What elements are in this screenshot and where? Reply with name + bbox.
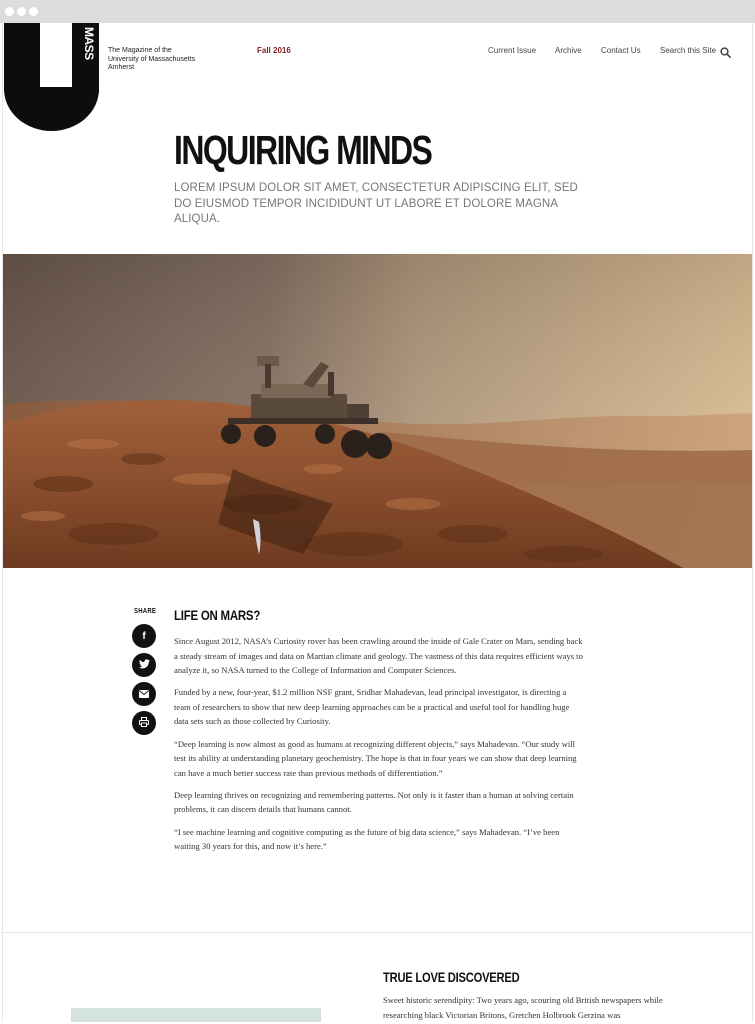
print-icon bbox=[139, 714, 149, 732]
section-divider bbox=[3, 932, 753, 933]
article-paragraph: Deep learning thrives on recognizing and remembering patterns. Not only is it faster than a human at solving certain problems, it can discern details that humans cannot. bbox=[174, 789, 574, 815]
teaser-image[interactable] bbox=[71, 1008, 321, 1022]
nav-archive[interactable]: Archive bbox=[555, 46, 582, 55]
article-paragraph: “Deep learning is now almost as good as humans at recognizing different objects,” says Mahadevan. “Our study will test its ability at understanding planetary geochemistry. The hope is that in four years we can show that deep learning can have a much better success rate than previous methods of differentiation.” bbox=[174, 738, 577, 778]
page-subhead: LOREM IPSUM DOLOR SIT AMET, CONSECTETUR ADIPISCING ELIT, SED DO EIUSMOD TEMPOR INCIDIDUNT UT LABORE ET DOLORE MAGNA ALIQUA. bbox=[174, 182, 578, 225]
hero-image-mars-rover bbox=[3, 254, 753, 568]
facebook-icon: f bbox=[142, 630, 146, 642]
logo-text: MASS bbox=[82, 27, 96, 60]
issue-link[interactable]: Fall 2016 bbox=[257, 46, 291, 55]
window-dot-3[interactable] bbox=[29, 7, 38, 16]
magazine-tagline bbox=[108, 47, 218, 73]
window-dot-1[interactable] bbox=[5, 7, 14, 16]
umass-logo[interactable] bbox=[4, 23, 99, 131]
print-share-button[interactable] bbox=[132, 711, 156, 735]
teaser-body: Sweet historic serendipity: Two years ago, scouring old British newspapers while researching black Victorian Britons, Gretchen Holbrook Gerzina was bbox=[383, 995, 663, 1020]
share-label: SHARE bbox=[134, 608, 157, 615]
email-icon bbox=[139, 685, 149, 703]
nav-search[interactable]: Search this Site bbox=[660, 46, 717, 55]
article-body bbox=[174, 634, 584, 861]
tagline-line-2: University of Massachusetts bbox=[108, 55, 196, 63]
browser-title-bar bbox=[0, 0, 755, 23]
tagline-line-1: The Magazine of the bbox=[108, 47, 172, 54]
article-paragraph: Since August 2012, NASA’s Curiosity rover has been crawling around the inside of Gale Crater on Mars, sending back a steady stream of images and data on Martian climate and geology. The vastness of this data requires efficient ways to analyze it, so NASA turned to the College of Information and Computer Sciences. bbox=[174, 636, 583, 676]
teaser-title[interactable]: TRUE LOVE DISCOVERED bbox=[383, 969, 520, 985]
tagline-line-3: Amherst bbox=[108, 64, 135, 72]
page bbox=[2, 23, 753, 1022]
twitter-icon bbox=[139, 656, 150, 674]
article-title: LIFE ON MARS? bbox=[174, 607, 261, 623]
page-headline: INQUIRING MINDS bbox=[174, 127, 432, 173]
email-share-button[interactable] bbox=[132, 682, 156, 706]
article-paragraph: “I see machine learning and cognitive computing as the future of big data science,” says Mahadevan. “I’ve been waiting 30 years for this, and now it’s here.” bbox=[174, 826, 560, 852]
facebook-share-button[interactable] bbox=[132, 624, 156, 648]
window-dot-2[interactable] bbox=[17, 7, 26, 16]
twitter-share-button[interactable] bbox=[132, 653, 156, 677]
nav-current-issue[interactable]: Current Issue bbox=[488, 46, 537, 55]
article-paragraph: Funded by a new, four-year, $1.2 million NSF grant, Sridhar Mahadevan, lead principal investigator, is directing a team of researchers to show that new deep learning approaches can be a practical and useful tool for handling huge data sets such as those collected by Curiosity. bbox=[174, 687, 570, 727]
nav-contact-us[interactable]: Contact Us bbox=[601, 46, 641, 55]
search-icon[interactable] bbox=[720, 45, 731, 56]
